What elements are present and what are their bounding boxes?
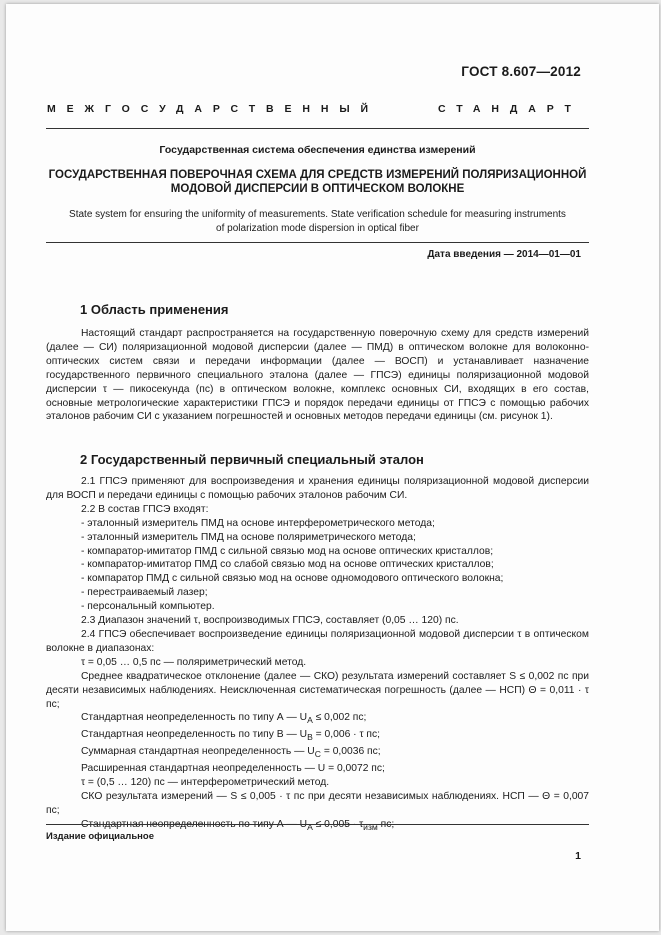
footer-rule — [46, 824, 589, 825]
uncertainty-expanded: Расширенная стандартная неопределенность — U = 0,0072 пс; — [81, 763, 385, 775]
range-polarimetric: τ = 0,05 … 0,5 пс — поляриметрический метод. — [81, 656, 307, 668]
document-title — [46, 168, 589, 196]
uncertainty-type-a: Стандартная неопределенность по типу А — $U_A \le 0,002$ пс; — [81, 712, 367, 726]
section-1-text — [46, 327, 589, 424]
list-item: - компаратор ПМД с сильной связью мод на основе одномодового оптического волокна; — [81, 573, 504, 585]
english-line-1: State system for ensuring the uniformity of measurements. State verification schedule for measuring instruments — [69, 209, 566, 220]
clause-2-4: 2.4 ГПСЭ обеспечивает воспроизведение единицы поляризационной модовой дисперсии τ в оптическом волокне в диапазонах: — [46, 628, 589, 654]
list-item: - эталонный измеритель ПМД на основе поляриметрического метода; — [81, 531, 416, 543]
clause-2-1: 2.1 ГПСЭ применяют для воспроизведения и хранения единицы поляризационной модовой дисперсии для ВОСП и передачи единицы с помощью рабочих эталонов рабочим СИ. — [46, 476, 589, 501]
standard-type-right: СТАНДАРТ — [438, 103, 582, 115]
clause-2-3: 2.3 Диапазон значений τ, воспроизводимых ГПСЭ, составляет (0,05 … 120) пс. — [81, 615, 459, 627]
section-1-paragraph: Настоящий стандарт распространяется на государственную поверочную схему для средств измерений (далее — СИ) поляризационной модовой дисперсии (далее — ПМД) в оптическом волокне для волоконно-оптических систем связи и передачи информации (далее — ВОСП) и устанавливает назначение государственного первичного специального эталона (далее — ГПСЭ) единицы поляризационной модовой дисперсии τ — пикосекунда (пс) в оптическом волокне, комплекс основных СИ, входящих в его состав, основные метрологические характеристики ГПСЭ и порядок передачи единицы от ГПСЭ с помощью рабочих эталонов рабочим СИ с указанием погрешностей и основных методов передачи единицы (см. рисунок 1). — [46, 328, 589, 423]
system-title: Государственная система обеспечения единства измерений — [159, 144, 476, 156]
english-title — [46, 208, 589, 236]
list-item: - компаратор-имитатор ПМД со слабой связью мод на основе оптических кристаллов; — [81, 559, 494, 571]
list-item: - персональный компьютер. — [81, 601, 215, 613]
section-2-text — [46, 475, 589, 835]
english-line-2: of polarization mode dispersion in optical fiber — [216, 223, 419, 234]
sko-interferometric: СКО результата измерений — S ≤ 0,005 · τ пс при десяти независимых наблюдениях. НСП — Θ = 0,007 пс; — [46, 791, 589, 816]
document-page — [6, 4, 659, 931]
effective-date: Дата введения — 2014—01—01 — [427, 249, 581, 260]
uncertainty-combined: Суммарная стандартная неопределенность — $U_C = 0,0036$ пс; — [81, 746, 381, 760]
uncertainty-type-a-interf: Стандартная неопределенность по типу А — $U_A \le 0,005 \cdot \tau_{изм}$ пс; — [81, 818, 395, 832]
section-1-heading: 1 Область применения — [80, 302, 229, 317]
title-line-2: МОДОВОЙ ДИСПЕРСИИ В ОПТИЧЕСКОМ ВОЛОКНЕ — [170, 183, 465, 195]
standard-type-left: МЕЖГОСУДАРСТВЕННЫЙ — [47, 103, 379, 115]
doc-number: ГОСТ 8.607—2012 — [461, 64, 581, 79]
list-item: - эталонный измеритель ПМД на основе интерферометрического метода; — [81, 517, 435, 529]
range-interferometric: τ = (0,5 … 120) пс — интерферометрический метод. — [81, 777, 330, 789]
clause-2-2: 2.2 В состав ГПСЭ входят: — [81, 503, 209, 515]
list-item: - перестраиваемый лазер; — [81, 587, 208, 599]
section-2-heading: 2 Государственный первичный специальный эталон — [80, 452, 424, 467]
sko-paragraph: Среднее квадратическое отклонение (далее — СКО) результата измерений составляет S ≤ 0,002 пс при десяти независимых наблюдениях. Неисключенная систематическая погрешность (далее — НСП) Θ = 0,011 · τ пс; — [46, 670, 589, 710]
title-line-1: ГОСУДАРСТВЕННАЯ ПОВЕРОЧНАЯ СХЕМА ДЛЯ СРЕДСТВ ИЗМЕРЕНИЙ ПОЛЯРИЗАЦИОННОЙ — [48, 169, 587, 181]
page-number: 1 — [575, 850, 581, 862]
uncertainty-type-b: Стандартная неопределенность по типу В — $U_B = 0,006 \cdot \tau$ пс; — [81, 729, 380, 743]
header-rule-bottom — [46, 242, 589, 243]
header-rule-top — [46, 128, 589, 129]
edition-note: Издание официальное — [46, 831, 154, 842]
list-item: - компаратор-имитатор ПМД с сильной связью мод на основе оптических кристаллов; — [81, 545, 494, 557]
